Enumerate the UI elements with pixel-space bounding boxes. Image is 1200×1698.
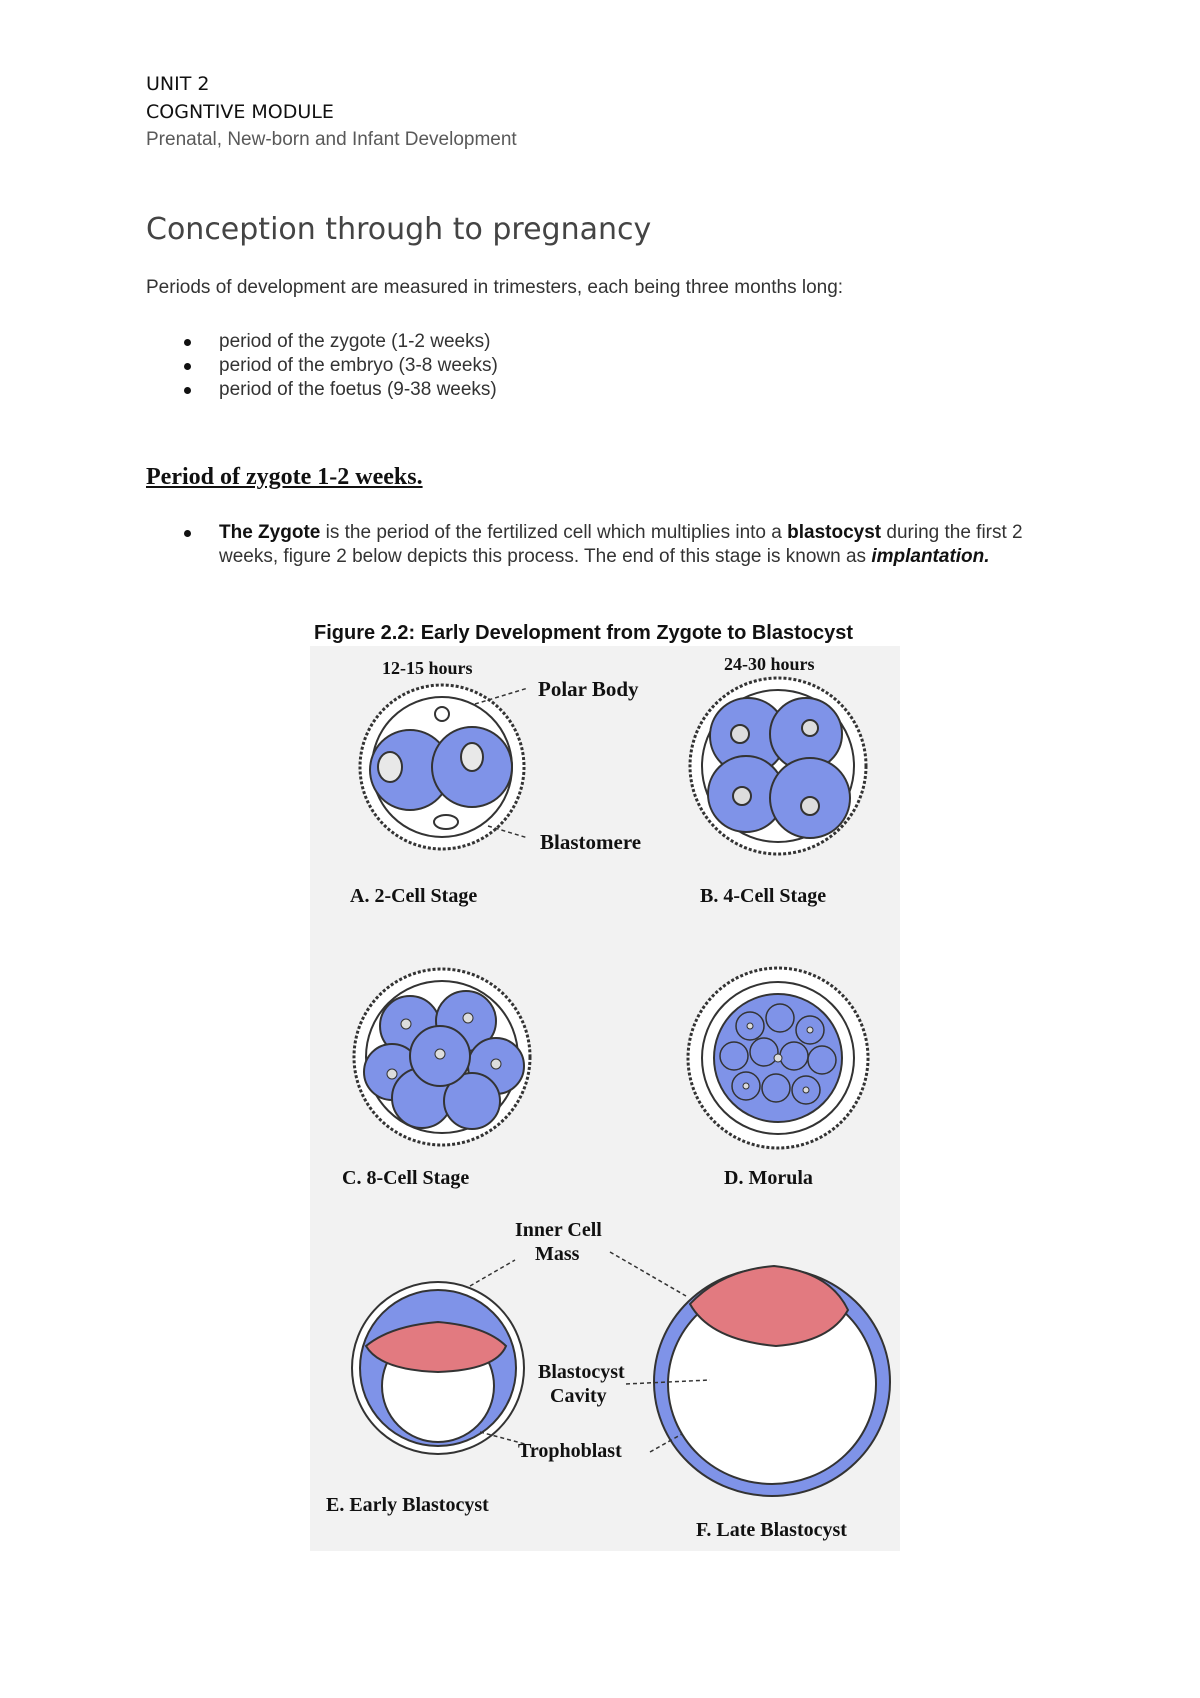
polar-body-label: Polar Body: [538, 677, 639, 701]
four-cell-stage-diagram: [690, 678, 866, 854]
bullet-icon: [184, 339, 191, 346]
intro-paragraph: Periods of development are measured in trimesters, each being three months long:: [146, 277, 844, 298]
list-item: period of the zygote (1-2 weeks): [146, 330, 498, 354]
stage-f-label: F. Late Blastocyst: [696, 1519, 847, 1541]
stage-d-label: D. Morula: [724, 1167, 813, 1189]
inner-cell-label-line1: Inner Cell: [515, 1219, 602, 1241]
zygote-heading: Period of zygote 1-2 weeks.: [146, 464, 423, 490]
list-item: period of the embryo (3-8 weeks): [146, 354, 498, 378]
eight-cell-stage-diagram: [354, 969, 530, 1145]
stage-a-label: A. 2-Cell Stage: [350, 885, 478, 907]
bullet-icon: [184, 363, 191, 370]
unit-label: UNIT 2: [146, 73, 210, 95]
zygote-list-item: [146, 521, 1046, 569]
cavity-label-line1: Blastocyst: [538, 1361, 625, 1383]
morula-diagram: [688, 968, 868, 1148]
embryo-figure: [310, 646, 900, 1551]
period-list: [146, 330, 498, 402]
time-label-b: 24-30 hours: [724, 654, 815, 674]
two-cell-stage-diagram: [360, 685, 528, 849]
time-label-a: 12-15 hours: [382, 658, 473, 678]
figure-illustration: [310, 646, 900, 1551]
module-label: COGNTIVE MODULE: [146, 101, 334, 123]
bullet-icon: [184, 387, 191, 394]
stage-c-label: C. 8-Cell Stage: [342, 1167, 470, 1189]
blastomere-label: Blastomere: [540, 830, 642, 854]
stage-e-label: E. Early Blastocyst: [326, 1494, 489, 1516]
stage-b-label: B. 4-Cell Stage: [700, 885, 827, 907]
section-title: Conception through to pregnancy: [146, 212, 652, 247]
bullet-icon: [184, 530, 191, 537]
inner-cell-label-line2: Mass: [535, 1243, 580, 1265]
document-subtitle: Prenatal, New-born and Infant Development: [146, 129, 517, 150]
late-blastocyst-diagram: [610, 1252, 890, 1496]
trophoblast-label: Trophoblast: [518, 1440, 622, 1462]
cavity-label-line2: Cavity: [550, 1385, 607, 1407]
figure-caption: Figure 2.2: Early Development from Zygote to Blastocyst: [314, 622, 854, 644]
zygote-paragraph: The Zygote is the period of the fertilized cell which multiplies into a blastocyst during the first 2 weeks, figure 2 below depicts this process. The end of this stage is known as implantation.: [219, 522, 1023, 567]
early-blastocyst-diagram: [352, 1260, 525, 1454]
list-item: period of the foetus (9-38 weeks): [146, 378, 498, 402]
